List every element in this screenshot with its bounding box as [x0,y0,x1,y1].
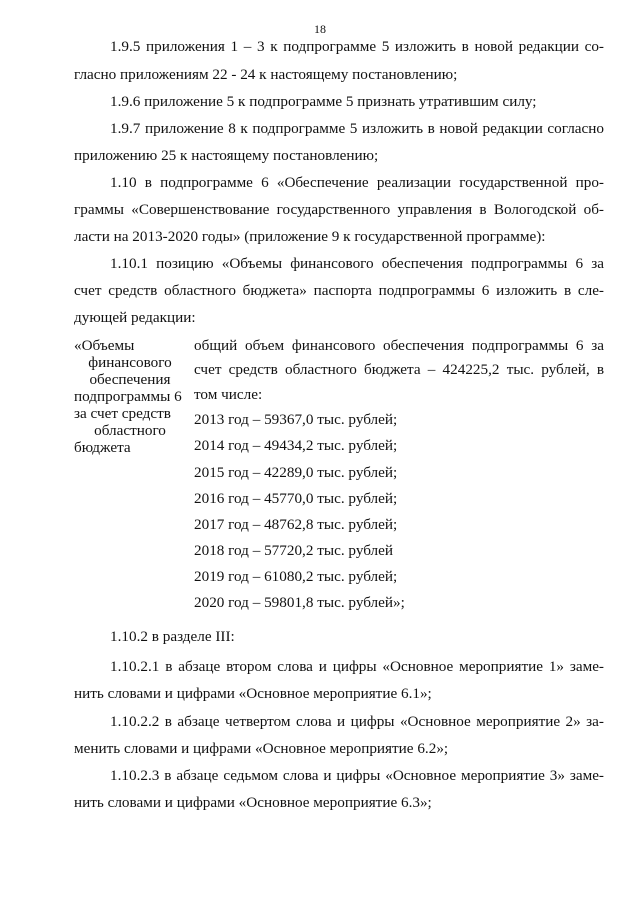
table-value-intro-line-3: том числе: [194,386,263,403]
table-year-2014: 2014 год – 49434,2 тыс. рублей; [194,437,398,454]
paragraph-3-line-1: 1.9.7 приложение 8 к подпрограмме 5 изложить в новой редакции согласно [110,120,604,137]
paragraph-2-line-1: 1.9.6 приложение 5 к подпрограмме 5 признать утратившим силу; [110,93,537,110]
paragraph-8-line-1: 1.10.2.2 в абзаце четвертом слова и цифры «Основное мероприятие 2» за- [110,713,604,730]
paragraph-4-line-2: граммы «Совершенствование государственного управления в Вологодской об- [74,201,604,218]
paragraph-9-line-1: 1.10.2.3 в абзаце седьмом слова и цифры «Основное мероприятие 3» заме- [110,767,604,784]
paragraph-8-line-2: менить словами и цифрами «Основное мероприятие 6.2»; [74,740,449,757]
table-label-line-6: областного [94,422,166,439]
paragraph-4-line-1: 1.10 в подпрограмме 6 «Обеспечение реализации государственной про- [110,174,604,191]
table-label-line-7: бюджета [74,439,131,456]
paragraph-5-line-2: счет средств областного бюджета» паспорта подпрограммы 6 изложить в сле- [74,282,604,299]
table-label-line-1: «Объемы [74,337,135,354]
table-label-line-3: обеспечения [89,371,171,388]
table-year-2019: 2019 год – 61080,2 тыс. рублей; [194,568,398,585]
table-year-2013: 2013 год – 59367,0 тыс. рублей; [194,411,398,428]
paragraph-3-line-2: приложению 25 к настоящему постановлению; [74,147,379,164]
table-year-2020: 2020 год – 59801,8 тыс. рублей»; [194,594,405,611]
table-label-line-4: подпрограммы 6 [74,388,182,405]
paragraph-6-line-1: 1.10.2 в разделе III: [110,628,235,645]
table-label-line-5: за счет средств [74,405,171,422]
table-value-intro-line-2: счет средств областного бюджета – 424225,2 тыс. рублей, в [194,361,604,378]
table-year-2015: 2015 год – 42289,0 тыс. рублей; [194,464,398,481]
paragraph-5-line-1: 1.10.1 позицию «Объемы финансового обеспечения подпрограммы 6 за [110,255,604,272]
paragraph-7-line-2: нить словами и цифрами «Основное мероприятие 6.1»; [74,685,432,702]
paragraph-7-line-1: 1.10.2.1 в абзаце втором слова и цифры «Основное мероприятие 1» заме- [110,658,604,675]
paragraph-5-line-3: дующей редакции: [74,309,196,326]
table-year-2018: 2018 год – 57720,2 тыс. рублей [194,542,394,559]
table-value-intro-line-1: общий объем финансового обеспечения подпрограммы 6 за [194,337,604,354]
paragraph-9-line-2: нить словами и цифрами «Основное мероприятие 6.3»; [74,794,432,811]
paragraph-1-line-1: 1.9.5 приложения 1 – 3 к подпрограмме 5 изложить в новой редакции со- [110,38,604,55]
table-year-2016: 2016 год – 45770,0 тыс. рублей; [194,490,398,507]
page-number: 18 [314,22,326,36]
table-year-2017: 2017 год – 48762,8 тыс. рублей; [194,516,398,533]
table-label-line-2: финансового [88,354,172,371]
paragraph-4-line-3: ласти на 2013-2020 годы» (приложение 9 к государственной программе): [74,228,546,245]
paragraph-1-line-2: гласно приложениям 22 - 24 к настоящему постановлению; [74,66,458,83]
